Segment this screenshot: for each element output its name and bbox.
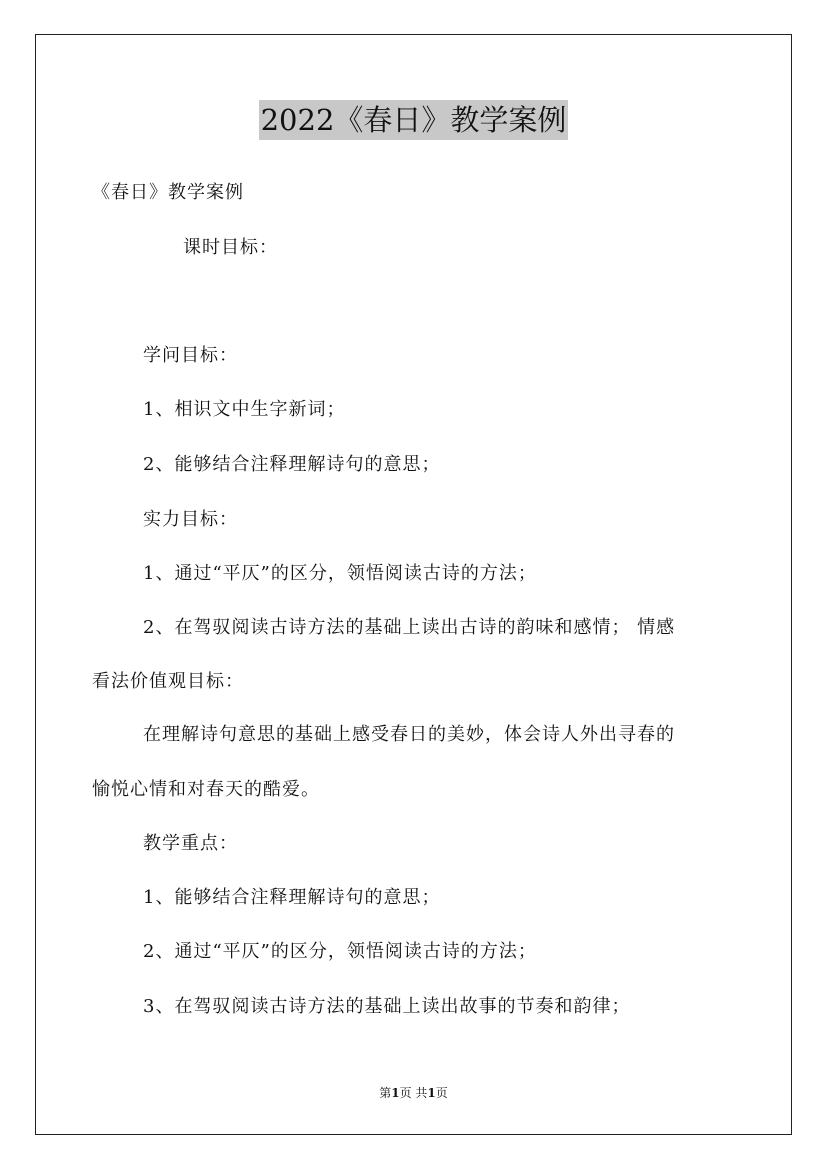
footer-page-total: 1 (427, 1086, 436, 1100)
doc-line-item: 1、能够结合注释理解诗句的意思； (143, 887, 441, 908)
doc-line-key-points: 教学重点： (143, 833, 238, 854)
page-footer (0, 1084, 827, 1101)
doc-line-item: 2、通过“平仄”的区分，领悟阅读古诗的方法； (143, 941, 537, 962)
footer-page-prefix: 第 (379, 1086, 392, 1100)
footer-page-mid: 页 共 (399, 1086, 428, 1100)
doc-line-item: 3、在驾驭阅读古诗方法的基础上读出故事的节奏和韵律； (143, 996, 631, 1017)
doc-line-heading: 《春日》教学案例 (92, 182, 244, 203)
footer-page-number: 1 (391, 1086, 400, 1100)
doc-line-ability-goal: 实力目标： (143, 509, 238, 530)
doc-line-item: 2、能够结合注释理解诗句的意思； (143, 454, 441, 475)
doc-line-item: 2、在驾驭阅读古诗方法的基础上读出古诗的韵味和感情； 情感 (143, 617, 676, 638)
title-container (0, 100, 827, 140)
document-title: 2022《春日》教学案例 (259, 100, 569, 140)
doc-line-paragraph: 在理解诗句意思的基础上感受春日的美妙，体会诗人外出寻春的 (143, 724, 675, 745)
doc-line-paragraph: 愉悦心情和对春天的酷爱。 (92, 779, 320, 800)
doc-line-item: 1、相识文中生字新词； (143, 399, 346, 420)
footer-page-suffix: 页 (435, 1086, 448, 1100)
doc-line-item: 1、通过“平仄”的区分，领悟阅读古诗的方法； (143, 563, 537, 584)
doc-line-knowledge-goal: 学问目标： (143, 345, 238, 366)
doc-line-objectives: 课时目标： (183, 237, 278, 258)
doc-line-attitude-goal: 看法价值观目标： (92, 671, 244, 692)
